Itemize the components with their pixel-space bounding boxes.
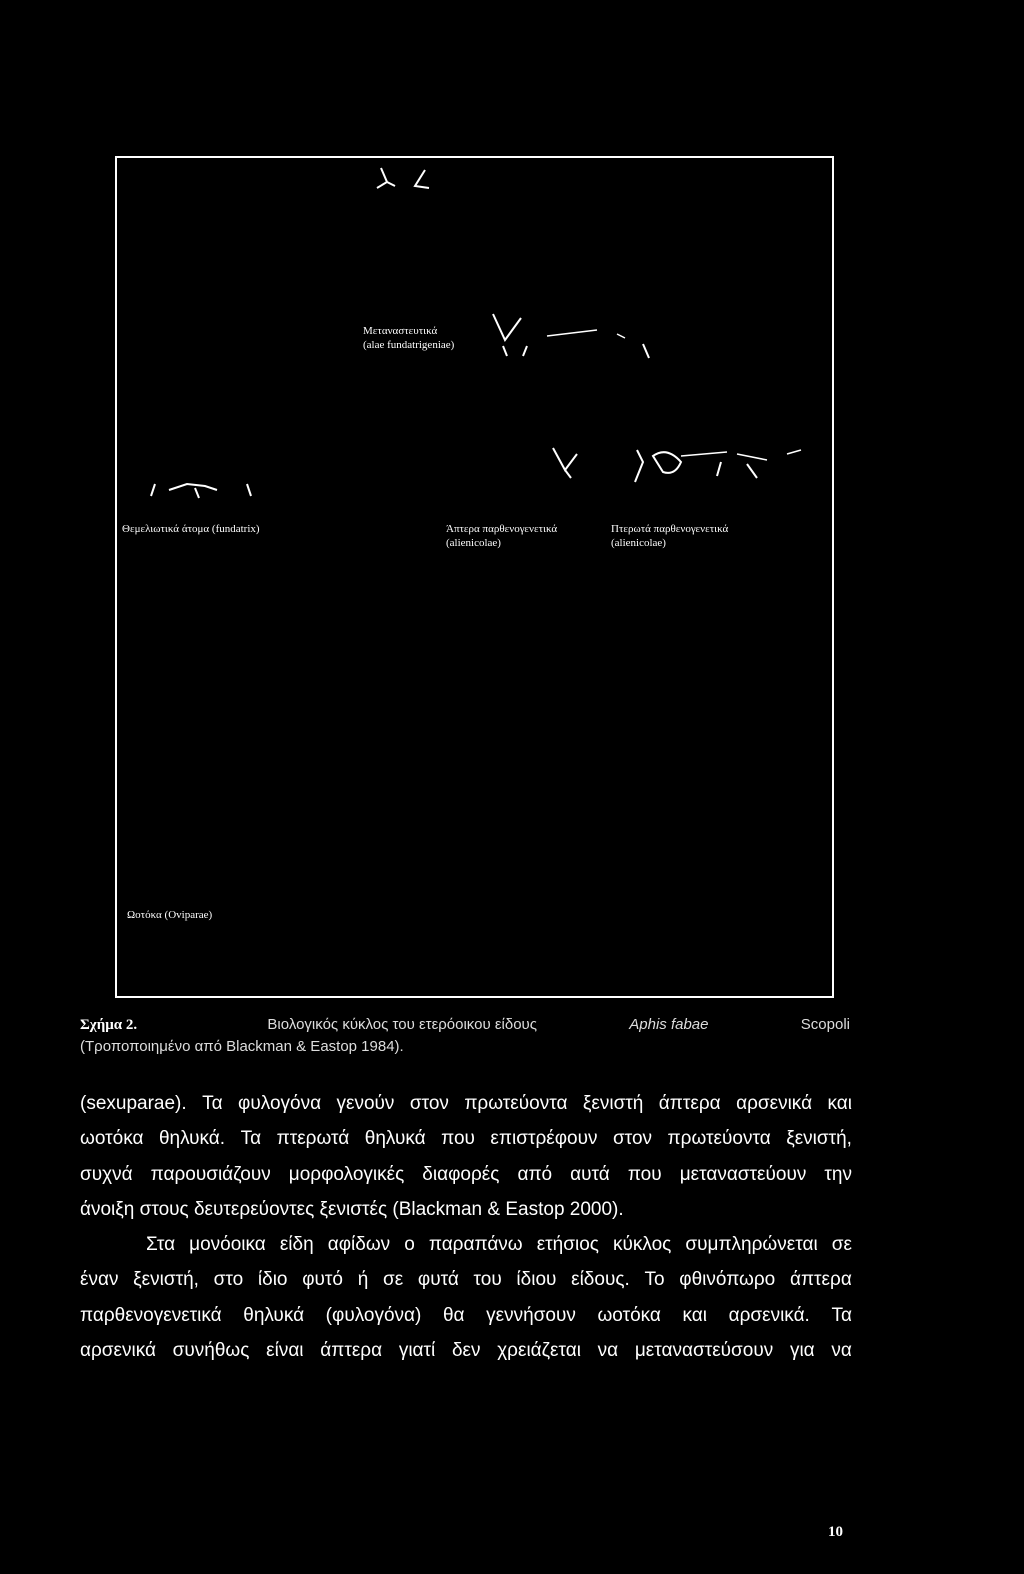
label-migrants-line1: Μεταναστευτικά xyxy=(363,325,438,337)
caption-text-a: Βιολογικός κύκλος του ετερόοικου είδους xyxy=(267,1016,537,1033)
body-line: αρσενικά συνήθως είναι άπτερα γιατί δεν χρειάζεται να μεταναστεύσουν για να xyxy=(80,1340,852,1362)
label-winged-line1: Πτερωτά παρθενογενετικά xyxy=(611,523,729,535)
label-migrants xyxy=(363,324,454,352)
aphid-sketch-apterous xyxy=(547,444,587,484)
body-line: συχνά παρουσιάζουν μορφολογικές διαφορές από αυτά που μεταναστεύουν την xyxy=(80,1163,852,1185)
body-line: έναν ξενιστή, στο ίδιο φυτό ή σε φυτά του ίδιου είδους. Το φθινόπωρο άπτερα xyxy=(80,1269,852,1291)
body-line: Στα μονόοικα είδη αφίδων ο παραπάνω ετήσιος κύκλος συμπληρώνεται σε xyxy=(146,1234,852,1256)
body-line: (sexuparae). Τα φυλογόνα γενούν στον πρωτεύοντα ξενιστή άπτερα αρσενικά και xyxy=(80,1093,852,1114)
page-number: 10 xyxy=(828,1524,843,1540)
figure-caption xyxy=(80,1014,850,1058)
body-line: άνοιξη στους δευτερεύοντες ξενιστές (Blackman & Eastop 2000). xyxy=(80,1198,624,1220)
aphid-sketch-top xyxy=(367,164,447,194)
label-apterous xyxy=(446,522,557,550)
label-fundatrix: Θεμελιωτικά άτομα (fundatrix) xyxy=(122,523,260,535)
caption-text-b: Scopoli xyxy=(800,1016,850,1033)
label-apterous-line1: Άπτερα παρθενογενετικά xyxy=(446,523,558,535)
label-apterous-line2: (alienicolae) xyxy=(446,537,501,549)
label-winged xyxy=(611,522,728,550)
caption-label: Σχήμα 2. xyxy=(80,1017,138,1033)
body-line: παρθενογενετικά θηλυκά (φυλογόνα) θα γεννήσουν ωοτόκα και αρσενικά. Τα xyxy=(80,1304,852,1326)
caption-line-1 xyxy=(80,1014,850,1036)
label-ovipara: Ωοτόκα (Oviparae) xyxy=(127,909,213,921)
label-migrants-line2: (alae fundatrigeniae) xyxy=(363,339,455,351)
aphid-sketch-winged xyxy=(617,442,817,502)
body-text xyxy=(80,1086,852,1368)
caption-species: Aphis fabae xyxy=(629,1016,709,1033)
figure-frame xyxy=(115,156,834,998)
body-line: ωοτόκα θηλυκά. Τα πτερωτά θηλυκά που επιστρέφουν στον πρωτεύοντα ξενιστή, xyxy=(80,1128,852,1150)
label-winged-line2: (alienicolae) xyxy=(611,537,666,549)
aphid-sketch-fundatrix xyxy=(147,476,267,506)
caption-line-2: (Τροποποιημένο από Blackman & Eastop 1984). xyxy=(80,1038,404,1055)
aphid-sketch-migrants xyxy=(487,308,677,388)
